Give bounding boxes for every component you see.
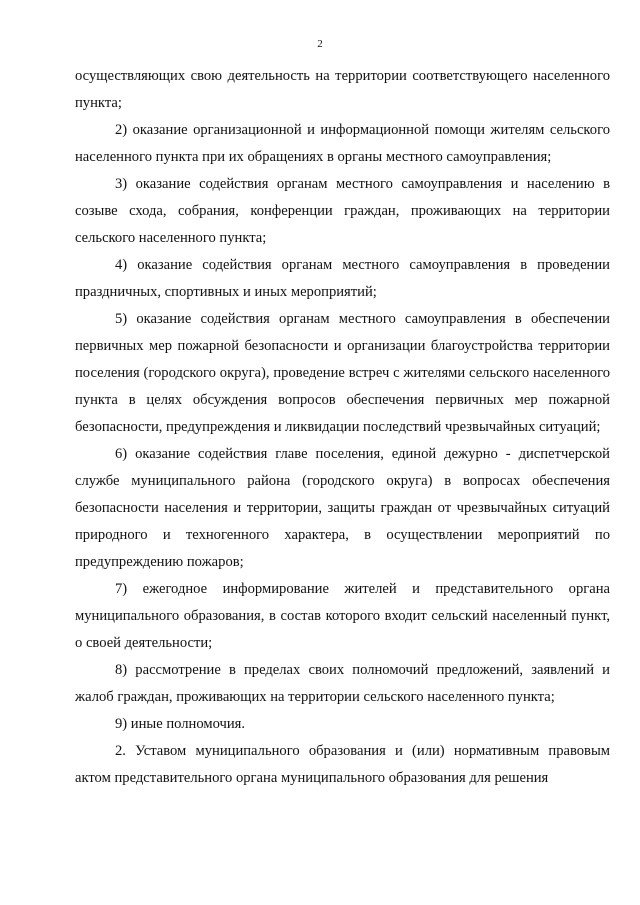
- paragraph-item-8: 8) рассмотрение в пределах своих полномочий предложений, заявлений и жалоб граждан, проживающих на территории сельского населенного пункта;: [75, 662, 610, 705]
- page-number: 2: [317, 38, 323, 50]
- paragraph-item-6: 6) оказание содействия главе поселения, единой дежурно - диспетчерской службе муниципального района (городского округа) в вопросах обеспечения безопасности населения и территории, защиты граждан от чрезвычайных ситуаций природного и техногенного характера, в осуществлении мероприятий по предупреждению пожаров;: [75, 446, 610, 570]
- paragraph-item-7: 7) ежегодное информирование жителей и представительного органа муниципального образования, в состав которого входит сельский населенный пункт, о своей деятельности;: [75, 581, 610, 651]
- paragraph-continuation: осуществляющих свою деятельность на территории соответствующего населенного пункта;: [75, 68, 610, 111]
- paragraph-item-3: 3) оказание содействия органам местного самоуправления и населению в созыве схода, собрания, конференции граждан, проживающих на территории сельского населенного пункта;: [75, 176, 610, 246]
- paragraph-item-2: 2) оказание организационной и информационной помощи жителям сельского населенного пункта при их обращениях в органы местного самоуправления;: [75, 122, 610, 165]
- document-body: [75, 63, 610, 792]
- paragraph-item-5: 5) оказание содействия органам местного самоуправления в обеспечении первичных мер пожарной безопасности и организации благоустройства территории поселения (городского округа), проведение встреч с жителями сельского населенного пункта в целях обсуждения вопросов обеспечения первичных мер пожарной безопасности, предупреждения и ликвидации последствий чрезвычайных ситуаций;: [75, 311, 610, 435]
- paragraph-section-2: 2. Уставом муниципального образования и (или) нормативным правовым актом представительного органа муниципального образования для решения: [75, 743, 610, 786]
- paragraph-item-4: 4) оказание содействия органам местного самоуправления в проведении праздничных, спортивных и иных мероприятий;: [75, 257, 610, 300]
- paragraph-item-9: 9) иные полномочия.: [115, 716, 246, 732]
